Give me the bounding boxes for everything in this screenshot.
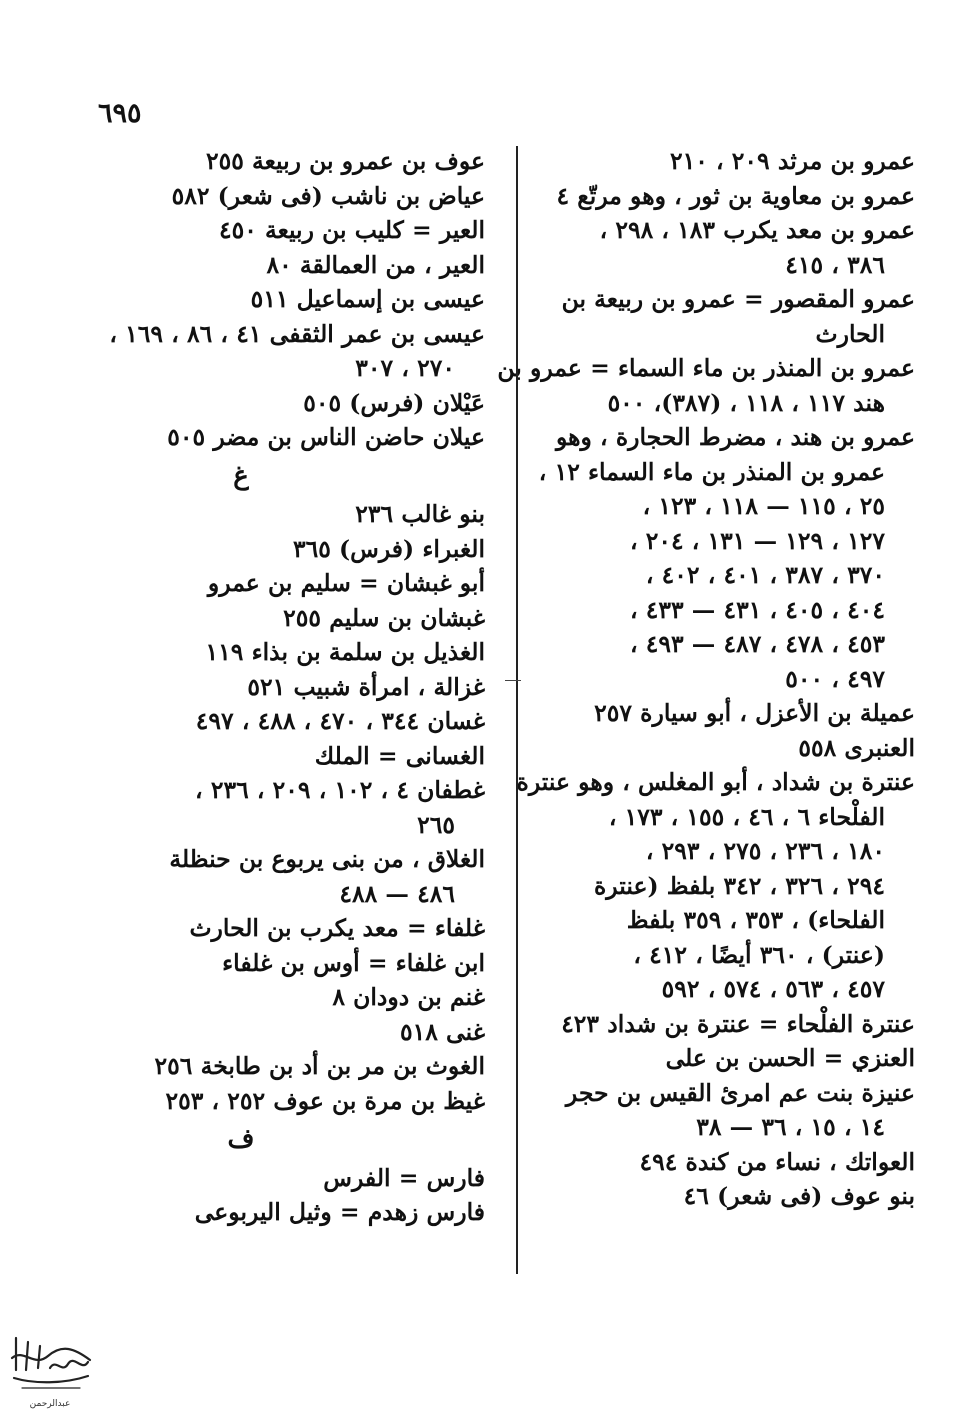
entry-line: ابن غلفاء = أوس بن غلفاء	[222, 948, 485, 977]
section-letter: ف	[227, 1124, 255, 1154]
entry-continuation: عمرو بن المنذر بن ماء السماء ١٢ ،	[538, 457, 885, 486]
index-entry	[503, 213, 915, 282]
entry-line: عمرو بن هند ، مضرط الحجارة ، وهو	[555, 423, 915, 451]
index-entry	[503, 282, 915, 351]
index-entry	[117, 601, 485, 636]
entry-continuation: ١٨٠ ، ٢٣٦ ، ٢٧٥ ، ٢٩٣ ،	[645, 837, 885, 865]
entry-line: غيظ بن مرة بن عوف ٢٥٢ ، ٢٥٣	[165, 1086, 485, 1115]
entry-line: عيسى بن عمر الثقفى ٤١ ، ٨٦ ، ١٦٩ ،	[109, 319, 485, 348]
entry-line: العنبرى ٥٥٨	[798, 733, 915, 762]
index-entry	[117, 739, 485, 774]
entry-line: العير = كليب بن ربيعة ٤٥٠	[218, 216, 485, 244]
entry-continuation: هند ١١٧ ، ١١٨ ، (٣٨٧)، ٥٠٠	[607, 388, 885, 417]
index-entry	[117, 911, 485, 946]
entry-line: عيسى بن إسماعيل ٥١١	[250, 285, 485, 313]
entry-continuation: ٣٨٦ ، ٤١٥	[785, 250, 885, 279]
index-entry	[117, 566, 485, 601]
index-entry	[503, 1007, 915, 1042]
entry-line: بنو غالب ٢٣٦	[355, 500, 485, 528]
entry-continuation: ٢٥ ، ١١٥ — ١١٨ ، ١٢٣ ،	[642, 492, 885, 520]
entry-continuation: ٤٥٣ ، ٤٧٨ ، ٤٨٧ — ٤٩٣ ،	[629, 630, 885, 658]
entry-line: غزالة ، امرأة شبيب ٥٢١	[247, 672, 485, 701]
entry-line: عنيزة بنت عم امرئ القيس بن حجر	[565, 1078, 915, 1107]
index-entry	[117, 635, 485, 670]
column-divider	[516, 146, 518, 1274]
entry-continuation: ٤٠٤ ، ٤٠٥ ، ٤٣١ — ٤٣٣ ،	[629, 595, 885, 624]
entry-line: عمرو بن مرثد ٢٠٩ ، ٢١٠	[669, 147, 915, 175]
entry-line: الغوث بن مر بن أد بن طابخة ٢٥٦	[154, 1052, 485, 1080]
index-entry	[117, 386, 485, 421]
index-entry	[117, 704, 485, 739]
entry-continuation: الفلْحاء ٦ ، ٤٦ ، ١٥٥ ، ١٧٣ ،	[608, 802, 885, 831]
index-entry	[117, 1015, 485, 1050]
page-number: ٦٩٥	[98, 98, 142, 129]
index-entry	[503, 731, 915, 766]
entry-line: عمرو المقصور = عمرو بن ربيعة بن	[561, 285, 915, 313]
entry-line: غنى ٥١٨	[399, 1017, 485, 1046]
index-entry	[117, 144, 485, 179]
entry-line: عنترة بن شداد ، أبو المغلس ، وهو عنترة	[516, 768, 915, 796]
index-entry	[117, 1161, 485, 1196]
index-entry	[117, 179, 485, 214]
index-entry	[117, 946, 485, 981]
entry-continuation: ٢٦٥	[417, 810, 455, 839]
entry-line: عمرو بن معد يكرب ١٨٣ ، ٢٩٨ ،	[599, 216, 915, 244]
index-entry	[117, 670, 485, 705]
entry-line: عمرو بن المنذر بن ماء السماء = عمرو بن	[497, 354, 915, 382]
entry-line: العواتك ، نساء من كندة ٤٩٤	[639, 1147, 915, 1176]
index-entry	[503, 696, 915, 731]
entry-line: غلفاء = معد يكرب بن الحارث	[189, 914, 485, 942]
entry-continuation: ٢٩٤ ، ٣٢٦ ، ٣٤٢ بلفظ (عنترة	[593, 871, 885, 900]
entry-continuation: ٤٥٧ ، ٥٦٣ ، ٥٧٤ ، ٥٩٢	[661, 975, 885, 1003]
index-entry	[117, 420, 485, 455]
entry-line: عميلة بن الأعزل ، أبو سيارة ٢٥٧	[594, 699, 915, 727]
entry-continuation: الحارث	[815, 319, 885, 348]
index-column-left	[109, 144, 485, 1230]
index-entry	[117, 282, 485, 317]
entry-line: فارس = الفرس	[323, 1163, 485, 1192]
entry-line: عمرو بن معاوية بن ثور ، وهو مرتّع ٤	[556, 181, 915, 210]
entry-line: غنم بن دودان ٨	[332, 983, 485, 1011]
index-entry	[117, 1195, 485, 1230]
entry-line: الغذيل بن سلمة بن بذاء ١١٩	[205, 638, 485, 666]
index-entry	[503, 420, 915, 696]
index-entry	[117, 842, 485, 911]
entry-line: الغسانى = الملك	[314, 741, 485, 770]
entry-line: غسان ٣٤٤ ، ٤٧٠ ، ٤٨٨ ، ٤٩٧	[195, 707, 485, 735]
entry-continuation: الفلحاء) ، ٣٥٣ ، ٣٥٩ بلفظ	[626, 906, 885, 934]
entry-continuation: ٤٩٧ ، ٥٠٠	[785, 664, 885, 693]
entry-continuation: ٣٧٠ ، ٣٨٧ ، ٤٠١ ، ٤٠٢ ،	[645, 561, 885, 589]
entry-line: بنو عوف (فى شعر) ٤٦	[683, 1182, 915, 1210]
entry-line: فارس زهدم = وثيل اليربوعى	[194, 1198, 485, 1226]
index-column-right	[497, 144, 915, 1214]
index-entry	[117, 980, 485, 1015]
section-letter: غ	[233, 460, 249, 491]
index-entry	[503, 1179, 915, 1214]
index-entry	[117, 532, 485, 567]
entry-line: عياض بن ناشب (فى شعر) ٥٨٢	[171, 181, 485, 210]
index-entry	[503, 765, 915, 1007]
index-entry	[497, 351, 915, 420]
entry-line: غطفان ٤ ، ١٠٢ ، ٢٠٩ ، ٢٣٦ ،	[195, 776, 485, 804]
entry-continuation: (عنتر) ، ٣٦٠ أيضًا ، ٤١٢ ،	[633, 940, 885, 969]
entry-line: العير ، من العمالقة ٨٠	[266, 250, 485, 279]
entry-line: عنترة الفلْحاء = عنترة بن شداد ٤٢٣	[561, 1009, 915, 1038]
index-entry	[117, 773, 485, 842]
entry-line: غبشان بن سليم ٢٥٥	[283, 603, 485, 632]
entry-line: عوف بن عمرو بن ربيعة ٢٥٥	[205, 147, 485, 175]
entry-line: أبو غبشان = سليم بن عمرو	[207, 569, 485, 597]
index-entry	[117, 248, 485, 283]
entry-continuation: ١٤ ، ١٥ ، ٣٦ — ٣٨	[696, 1113, 885, 1141]
divider-mark	[505, 680, 521, 681]
entry-line: الغبراء (فرس) ٣٦٥	[292, 534, 485, 563]
index-entry	[117, 213, 485, 248]
index-entry	[117, 1049, 485, 1084]
index-entry	[117, 1084, 485, 1119]
index-entry	[503, 1041, 915, 1076]
entry-line: الغلاق ، من بنى يربوع بن حنظلة	[169, 845, 485, 873]
index-entry	[109, 317, 485, 386]
library-stamp	[4, 1318, 96, 1418]
entry-continuation: ١٢٧ ، ١٢٩ — ١٣١ ، ٢٠٤ ،	[629, 526, 885, 555]
entry-line: عيلان حاضن الناس بن مضر ٥٠٥	[167, 423, 485, 451]
index-entry	[503, 179, 915, 214]
index-entry	[117, 497, 485, 532]
entry-line: العنزي = الحسن بن على	[665, 1044, 915, 1072]
index-entry	[503, 1145, 915, 1180]
entry-line: عَيْلان (فرس) ٥٠٥	[303, 388, 485, 417]
stamp-text: عبدالرحمن	[29, 1399, 71, 1409]
entry-continuation: ٤٨٦ — ٤٨٨	[339, 879, 455, 908]
index-entry	[503, 1076, 915, 1145]
index-entry	[503, 144, 915, 179]
entry-continuation: ٢٧٠ ، ٣٠٧	[355, 354, 455, 382]
